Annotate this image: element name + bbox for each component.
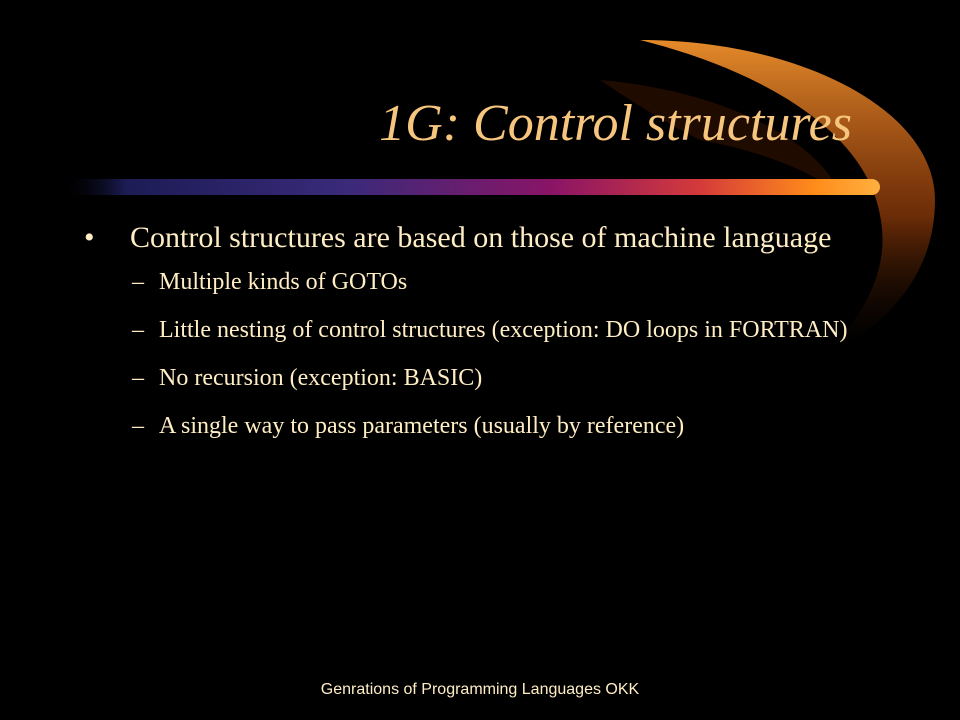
swoosh-bar <box>60 179 880 195</box>
sub-bullet-item <box>84 267 884 297</box>
bullet-item <box>84 220 884 256</box>
dash-marker: – <box>132 317 144 343</box>
slide-footer: Genrations of Programming Languages OKK <box>320 681 640 698</box>
dash-marker: – <box>132 365 144 391</box>
bullet-marker: • <box>84 221 95 254</box>
sub-bullet-text: Multiple kinds of GOTOs <box>159 269 408 295</box>
sub-bullet-item <box>84 315 884 345</box>
sub-bullet-item <box>84 363 884 393</box>
dash-marker: – <box>132 269 144 295</box>
sub-bullet-text: No recursion (exception: BASIC) <box>159 365 483 391</box>
sub-bullet-list <box>84 267 884 441</box>
dash-marker: – <box>132 413 144 439</box>
slide-title: 1G: Control structures <box>379 95 852 152</box>
sub-bullet-text: A single way to pass parameters (usually by reference) <box>159 413 685 439</box>
bullet-text: Control structures are based on those of machine language <box>130 221 832 254</box>
sub-bullet-text: Little nesting of control structures (exception: DO loops in FORTRAN) <box>159 317 848 343</box>
slide-content <box>84 220 884 459</box>
sub-bullet-item <box>84 411 884 441</box>
